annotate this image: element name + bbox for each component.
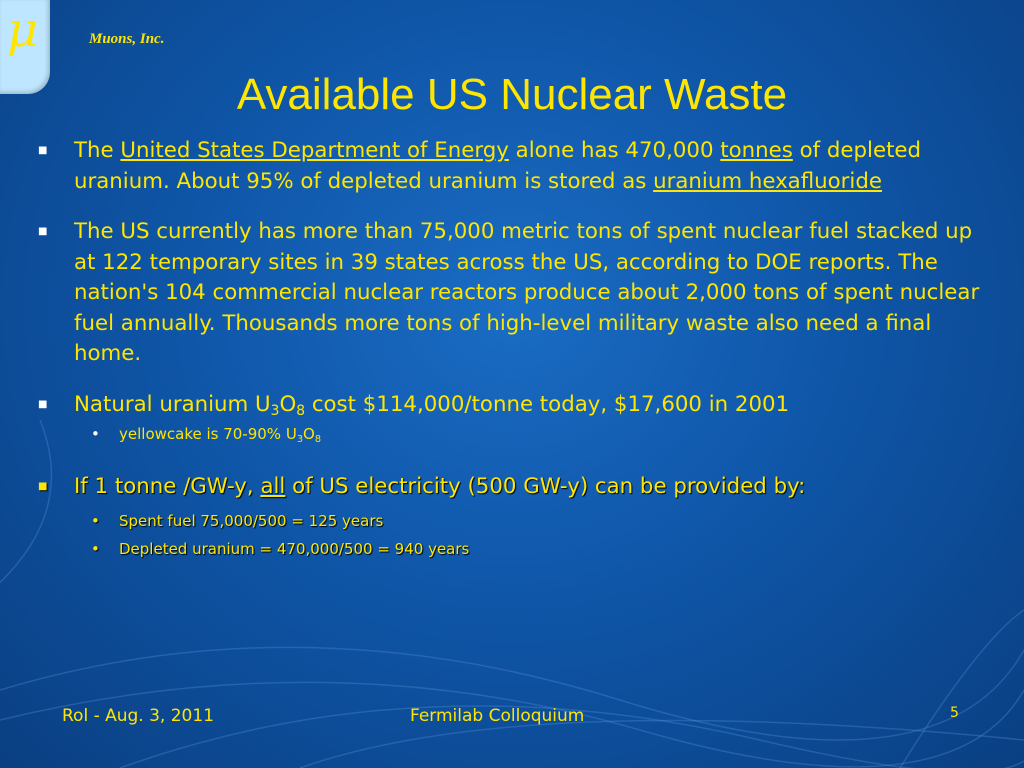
bullet-doe-depleted-uranium: ■ The United States Department of Energy alone has 470,000 tonnes of depleted uranium. About 95% of depleted uranium is stored as uranium hexafluoride — [38, 136, 988, 197]
footer-event: Fermilab Colloquium — [410, 706, 585, 726]
sub-bullet-depleted-uranium-years: • Depleted uranium = 470,000/500 = 940 years — [74, 535, 988, 563]
sub-bullet-spent-fuel-years: • Spent fuel 75,000/500 = 125 years — [74, 507, 988, 535]
slide-title: Available US Nuclear Waste — [236, 70, 788, 119]
mu-logo-icon: μ — [7, 2, 39, 58]
slide-number: 5 — [950, 705, 959, 721]
doe-link[interactable]: United States Department of Energy — [120, 138, 509, 163]
company-name: Muons, Inc. — [89, 31, 165, 47]
bullet-spent-nuclear-fuel: ■ The US currently has more than 75,000 metric tons of spent nuclear fuel stacked up at 122 temporary sites in 39 states across the US, according to DOE reports. The nation's 104 commercial nuclear reactors produce about 2,000 tons of spent nuclear fuel annually. Thousands more tons of high-level military waste also need a final home. — [38, 217, 988, 370]
bullet-natural-uranium-cost: ■ Natural uranium $U_3O_8$ cost $114,000/tonne today, $17,600 in 2001 • yellowcake is 70-90% $U_3O_8$ — [38, 390, 988, 449]
sub-bullet-list — [74, 507, 988, 563]
footer-date: Rol - Aug. 3, 2011 — [62, 706, 215, 726]
sub-bullet-list — [74, 420, 988, 448]
uranium-hexafluoride-link[interactable]: uranium hexafluoride — [653, 168, 882, 194]
emphasis-all: all — [260, 474, 286, 499]
bullet-electricity-provision: ■ If 1 tonne /GW-y, all of US electricity (500 GW-y) can be provided by: • Spent fuel 75,000/500 = 125 years • Depleted uranium = 470,000/500 = 940 years — [38, 472, 988, 563]
bullet-list — [38, 136, 988, 583]
sub-bullet-yellowcake: • yellowcake is 70-90% $U_3O_8$ — [74, 420, 988, 448]
tonnes-link[interactable]: tonnes — [720, 138, 793, 163]
